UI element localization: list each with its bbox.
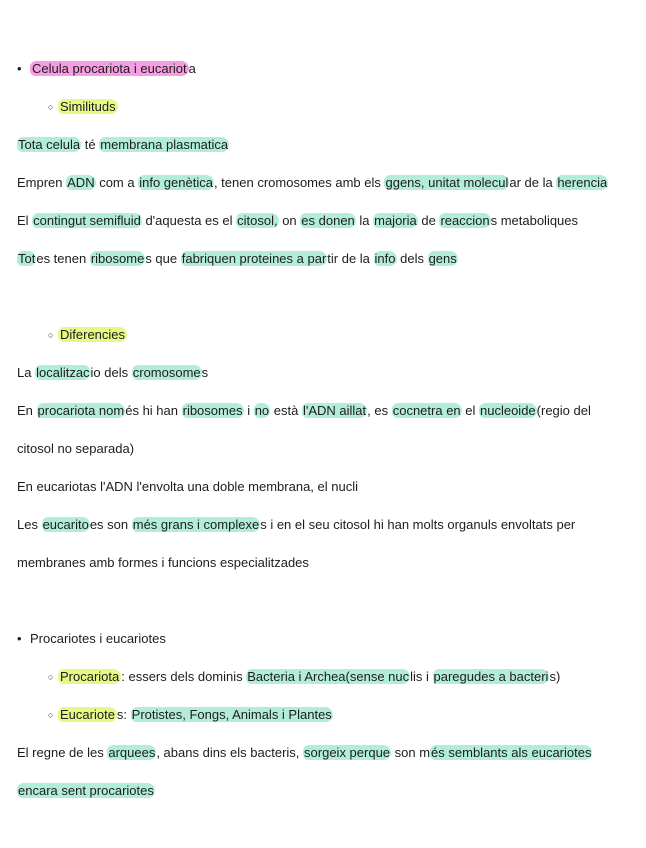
text-segment: : essers dels dominis — [121, 669, 247, 684]
text-segment: El regne de les — [17, 745, 108, 760]
text-segment: el — [461, 403, 479, 418]
paragraph-line — [17, 363, 638, 383]
text-segment: és hi han — [125, 403, 182, 418]
text-segment: s metaboliques — [490, 213, 579, 228]
text-segment: io dels — [90, 365, 132, 380]
text-segment: tir de la — [327, 251, 374, 266]
text-segment: dels — [396, 251, 428, 266]
highlighted-text: Tota celula — [18, 137, 81, 152]
paragraph-line — [17, 401, 638, 421]
text-segment: Empren — [17, 175, 67, 190]
text-segment: ar de la — [509, 175, 557, 190]
text-segment: té — [81, 137, 100, 152]
text-segment: la — [355, 213, 374, 228]
text-segment: En — [17, 403, 37, 418]
text-segment: son m — [391, 745, 431, 760]
text-segment: s: — [116, 707, 131, 722]
highlighted-text: reaccion — [440, 213, 490, 228]
text-segment: i — [243, 403, 254, 418]
text-segment: , abans dins els bacteris, — [156, 745, 304, 760]
text-segment: s i en el seu citosol hi han molts organuls envoltats per — [260, 517, 576, 532]
paragraph-line — [17, 439, 638, 459]
text-segment: s que — [145, 251, 181, 266]
highlighted-text: no — [254, 403, 270, 418]
text-segment: s — [201, 365, 209, 380]
text-segment: membranes amb formes i funcions especialitzades — [17, 555, 309, 570]
paragraph-line — [17, 781, 638, 801]
text-segment: Procariotes i eucariotes — [30, 631, 166, 646]
paragraph-line — [17, 249, 638, 269]
highlighted-text: l'ADN aillat — [302, 403, 367, 418]
text-segment: d'aquesta es el — [141, 213, 237, 228]
circle-bullet-icon: ○ — [48, 672, 54, 682]
highlighted-text: majoria — [374, 213, 417, 228]
highlighted-text: encara sent procariotes — [18, 783, 154, 798]
text-segment: com a — [95, 175, 139, 190]
paragraph-line — [17, 173, 638, 193]
text-segment: on — [278, 213, 301, 228]
paragraph-line — [17, 553, 638, 573]
highlighted-text: procariota nom — [37, 403, 125, 418]
text-segment: La — [17, 365, 36, 380]
text-segment: , es — [367, 403, 392, 418]
paragraph-line — [17, 743, 638, 763]
text-segment: (regio del — [536, 403, 591, 418]
text-segment: es son — [89, 517, 132, 532]
highlighted-text: citosol, — [237, 213, 278, 228]
text-segment: està — [270, 403, 302, 418]
highlighted-text: ribosomes — [182, 403, 243, 418]
list-item — [17, 629, 638, 649]
paragraph-line — [17, 135, 638, 155]
highlighted-text: info genètica — [139, 175, 213, 190]
circle-bullet-icon: ○ — [48, 330, 54, 340]
highlighted-text: herencia — [557, 175, 608, 190]
highlighted-text: info — [374, 251, 396, 266]
highlighted-text: ADN — [67, 175, 95, 190]
highlighted-text: gens — [428, 251, 457, 266]
text-segment: a — [188, 61, 196, 76]
highlighted-text: paregudes a bacteri — [433, 669, 549, 684]
highlighted-text: arquees — [108, 745, 156, 760]
highlighted-text: cocnetra en — [392, 403, 461, 418]
circle-bullet-icon: ○ — [48, 710, 54, 720]
highlighted-text: nucleoide — [480, 403, 536, 418]
paragraph-line — [17, 515, 638, 535]
text-segment: El — [17, 213, 33, 228]
highlighted-text: Tot — [18, 251, 36, 266]
highlighted-text: Protistes, Fongs, Animals i Plantes — [131, 707, 332, 722]
highlighted-text: fabriquen proteines a par — [181, 251, 327, 266]
highlighted-text: Bacteria i Archea(sense nuc — [247, 669, 410, 684]
highlighted-text: Procariota — [60, 669, 120, 684]
text-segment: es tenen — [36, 251, 90, 266]
highlighted-text: eucarito — [42, 517, 89, 532]
highlighted-text: és semblants als eucariotes — [431, 745, 592, 760]
list-item — [48, 667, 638, 687]
highlighted-text: es donen — [301, 213, 355, 228]
paragraph-line — [17, 477, 638, 497]
highlighted-text: Celula procariota i eucariot — [32, 61, 187, 76]
bullet-icon: • — [17, 631, 22, 646]
highlighted-text: més grans i complexe — [132, 517, 260, 532]
highlighted-text: ribosome — [90, 251, 145, 266]
text-segment: de — [417, 213, 440, 228]
list-item — [48, 97, 638, 117]
text-segment: En eucariotas l'ADN l'envolta una doble membrana, el nucli — [17, 479, 358, 494]
text-segment: s) — [549, 669, 561, 684]
bullet-icon: • — [17, 61, 22, 76]
circle-bullet-icon: ○ — [48, 102, 54, 112]
list-item — [48, 325, 638, 345]
text-segment: , tenen cromosomes amb els — [213, 175, 385, 190]
highlighted-text: contingut semifluid — [33, 213, 141, 228]
highlighted-text: sorgeix perque — [304, 745, 391, 760]
highlighted-text: Eucariote — [60, 707, 115, 722]
highlighted-text: cromosome — [132, 365, 201, 380]
list-item — [48, 705, 638, 725]
text-segment: citosol no separada) — [17, 441, 135, 456]
highlighted-text: Similituds — [60, 99, 116, 114]
text-segment: Les — [17, 517, 42, 532]
highlighted-text: Diferencies — [60, 327, 126, 342]
highlighted-text: ggens, unitat molecul — [385, 175, 509, 190]
highlighted-text: membrana plasmatica — [100, 137, 229, 152]
highlighted-text: localitzac — [36, 365, 90, 380]
text-segment: lis i — [410, 669, 433, 684]
list-item — [17, 59, 638, 79]
paragraph-line — [17, 211, 638, 231]
